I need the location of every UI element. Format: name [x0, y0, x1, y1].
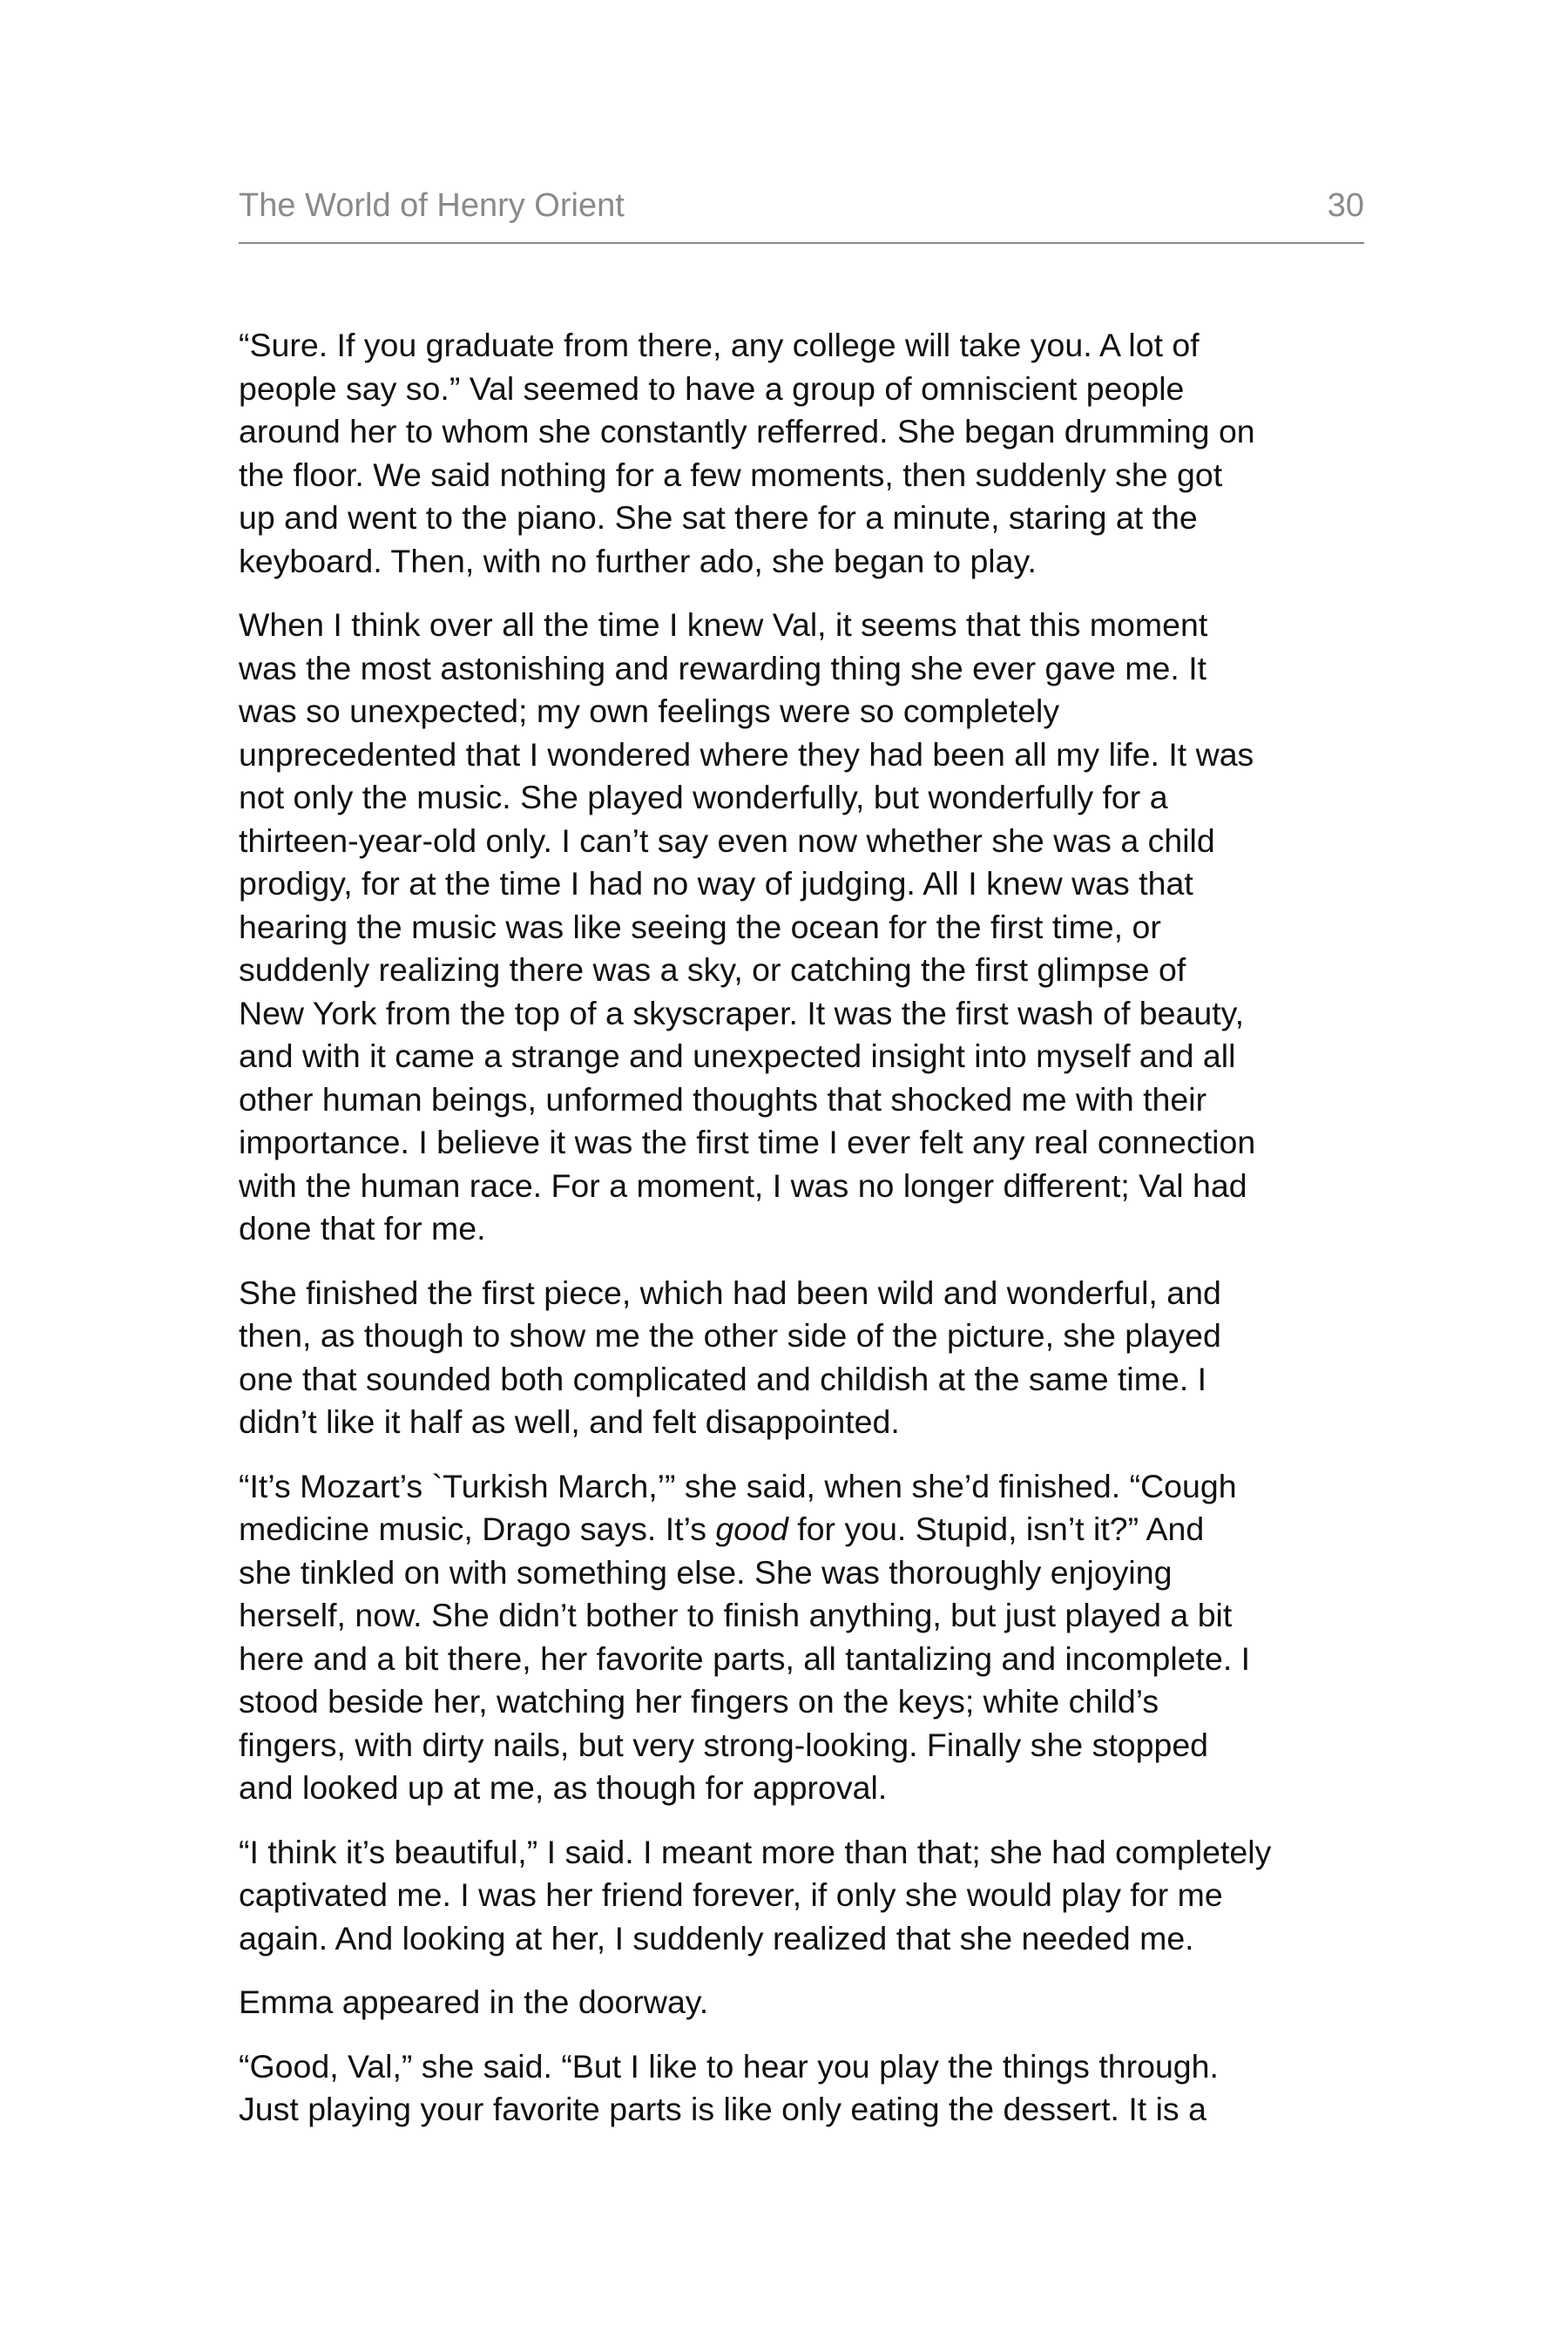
- text-line: done that for me.: [239, 1210, 486, 1247]
- text-line: was so unexpected; my own feelings were so completely: [239, 693, 1060, 729]
- text-line: When I think over all the time I knew Val, it seems that this moment: [239, 606, 1208, 643]
- paragraph: [239, 1981, 1364, 2024]
- running-head: [239, 185, 1364, 244]
- text-line: suddenly realizing there was a sky, or catching the first glimpse of: [239, 951, 1186, 988]
- text-line: and looked up at me, as though for approval.: [239, 1769, 888, 1806]
- text-line: people say so.” Val seemed to have a group of omniscient people: [239, 369, 1185, 407]
- book-title: The World of Henry Orient: [239, 187, 625, 224]
- text-line: didn’t like it half as well, and felt disappointed.: [239, 1403, 900, 1440]
- body-text: [239, 324, 1364, 2153]
- text-line: captivated me. I was her friend forever, if only she would play for me: [239, 1876, 1223, 1913]
- text-line: the floor. We said nothing for a few moments, then suddenly she got: [239, 456, 1223, 493]
- text-line: Emma appeared in the doorway.: [239, 1984, 709, 2020]
- text-line: again. And looking at her, I suddenly realized that she needed me.: [239, 1919, 1194, 1957]
- text-line: Just playing your favorite parts is like only eating the dessert. It is a: [239, 2091, 1206, 2127]
- text-line: up and went to the piano. She sat there for a minute, staring at the: [239, 499, 1198, 536]
- text-line: around her to whom she constantly refferred. She began drumming on: [239, 413, 1255, 449]
- text-run: medicine music, Drago says. It’s: [239, 1511, 716, 1547]
- text-line: thirteen-year-old only. I can’t say even now whether she was a child: [239, 821, 1215, 859]
- text-line: keyboard. Then, with no further ado, she began to play.: [239, 542, 1037, 579]
- text-line: not only the music. She played wonderfully, but wonderfully for a: [239, 779, 1168, 815]
- text-line: “I think it’s beautiful,” I said. I meant more than that; she had completely: [239, 1833, 1272, 1870]
- text-line: was the most astonishing and rewarding thing she ever gave me. It: [239, 649, 1207, 686]
- text-line: “Good, Val,” she said. “But I like to hear you play the things through.: [239, 2047, 1219, 2085]
- paragraph: [239, 1272, 1364, 1444]
- paragraph: [239, 324, 1364, 583]
- text-run: for you. Stupid, isn’t it?” And: [787, 1511, 1205, 1547]
- text-line: New York from the top of a skyscraper. It was the first wash of beauty,: [239, 994, 1245, 1031]
- text-line: [239, 1508, 1364, 1551]
- text-line: other human beings, unformed thoughts that shocked me with their: [239, 1080, 1207, 1118]
- italic-run: good: [715, 1511, 788, 1547]
- text-line: with the human race. For a moment, I was no longer different; Val had: [239, 1166, 1247, 1204]
- page-number: 30: [1327, 187, 1364, 224]
- text-line: “It’s Mozart’s `Turkish March,’” she said, when she’d finished. “Cough: [239, 1467, 1237, 1504]
- paragraph: [239, 2045, 1364, 2132]
- paragraph: [239, 1831, 1364, 1961]
- text-line: hearing the music was like seeing the ocean for the first time, or: [239, 908, 1161, 945]
- text-line: stood beside her, watching her fingers on the keys; white child’s: [239, 1683, 1159, 1720]
- paragraph: [239, 1465, 1364, 1810]
- text-line: fingers, with dirty nails, but very strong-looking. Finally she stopped: [239, 1726, 1209, 1763]
- text-line: unprecedented that I wondered where they had been all my life. It was: [239, 735, 1254, 773]
- text-line: she tinkled on with something else. She was thoroughly enjoying: [239, 1553, 1173, 1591]
- text-line: one that sounded both complicated and childish at the same time. I: [239, 1360, 1207, 1397]
- text-line: importance. I believe it was the first time I ever felt any real connection: [239, 1124, 1256, 1160]
- text-line: prodigy, for at the time I had no way of judging. All I knew was that: [239, 865, 1193, 902]
- text-line: then, as though to show me the other side of the picture, she played: [239, 1317, 1221, 1354]
- paragraph: [239, 604, 1364, 1251]
- text-line: herself, now. She didn’t bother to finish anything, but just played a bit: [239, 1597, 1233, 1633]
- text-line: “Sure. If you graduate from there, any college will take you. A lot of: [239, 327, 1200, 363]
- text-line: She finished the first piece, which had been wild and wonderful, and: [239, 1274, 1221, 1311]
- text-line: here and a bit there, her favorite parts, all tantalizing and incomplete. I: [239, 1639, 1251, 1677]
- text-line: and with it came a strange and unexpected insight into myself and all: [239, 1037, 1236, 1074]
